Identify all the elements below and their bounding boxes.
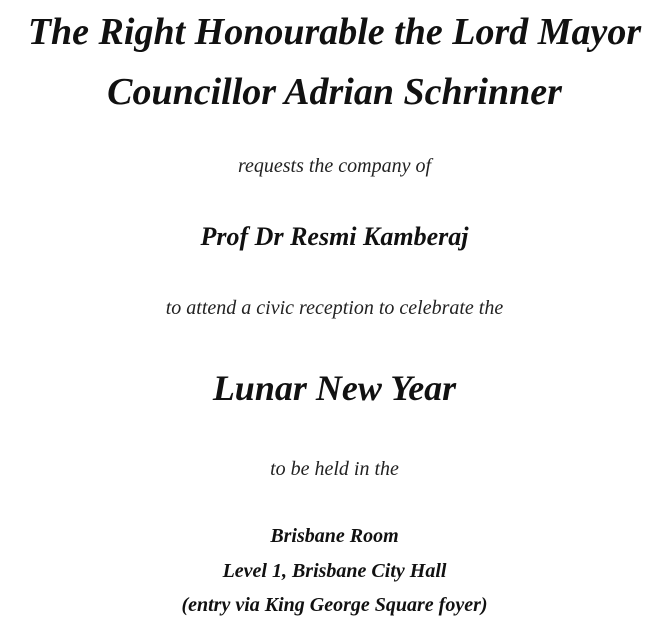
venue-room: Brisbane Room (270, 525, 399, 547)
venue-building: Level 1, Brisbane City Hall (222, 560, 447, 582)
event-name: Lunar New Year (212, 368, 457, 408)
attend-reception-text: to attend a civic reception to celebrate the (165, 297, 504, 319)
host-name: Councillor Adrian Schrinner (107, 71, 562, 113)
guest-name: Prof Dr Resmi Kamberaj (200, 222, 469, 251)
host-title: The Right Honourable the Lord Mayor (27, 11, 642, 53)
requests-company-text: requests the company of (237, 155, 432, 177)
venue-entry-note: (entry via King George Square foyer) (181, 594, 488, 616)
held-in-text: to be held in the (270, 458, 399, 480)
